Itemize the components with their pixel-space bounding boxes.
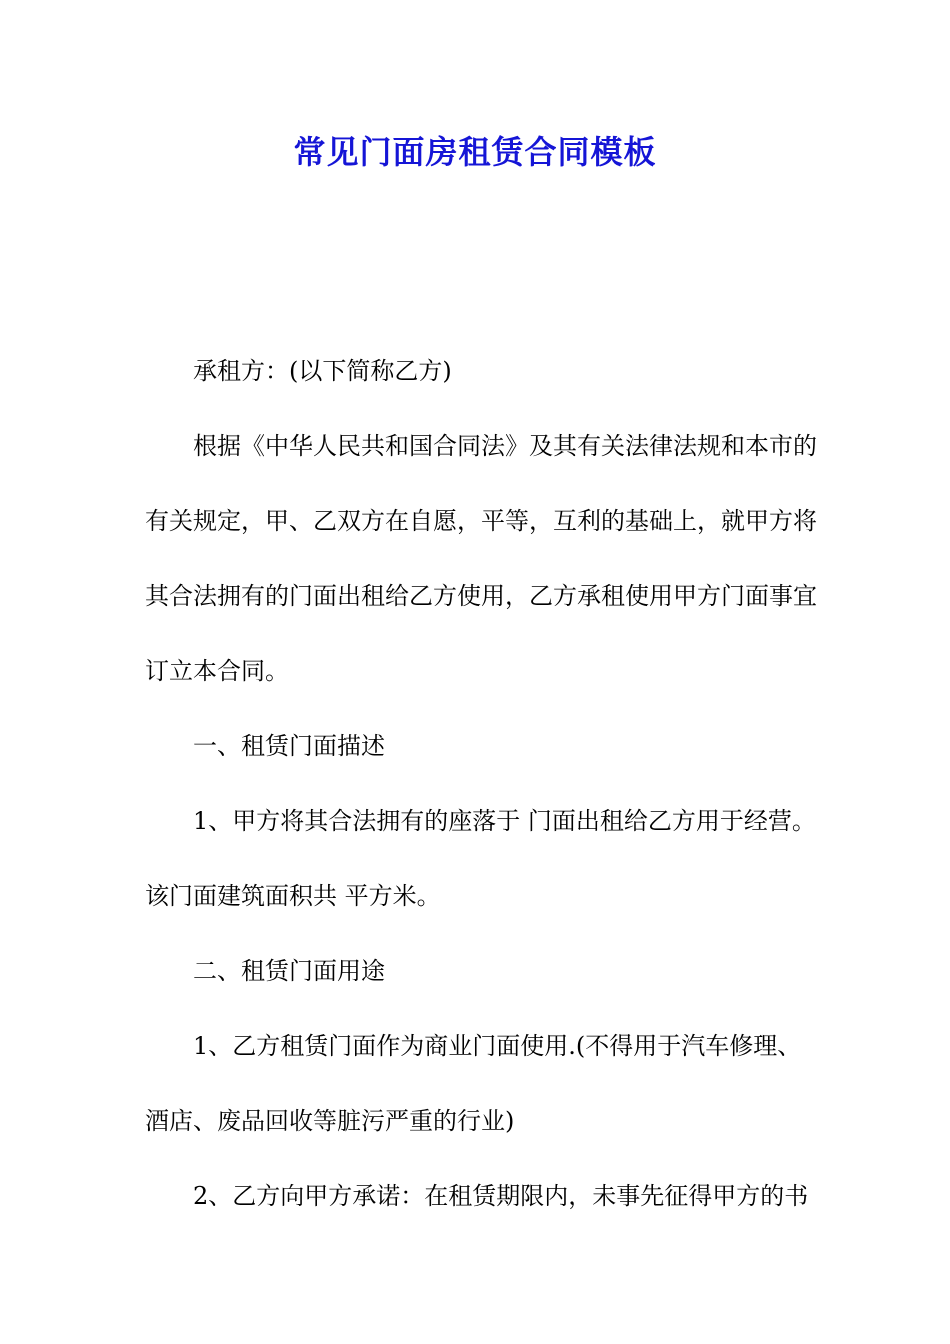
- paragraph-lessee: 承租方：(以下简称乙方): [193, 357, 452, 385]
- paragraph-usage-1: 1、乙方租赁门面作为商业门面使用.(不得用于汽车修理、酒店、废品回收等脏污严重的行业): [145, 1032, 802, 1135]
- section-heading-description: 一、租赁门面描述: [193, 732, 385, 760]
- paragraph-location: 1、甲方将其合法拥有的座落于 门面出租给乙方用于经营。该门面建筑面积共 平方米。: [145, 807, 816, 910]
- document-title: 常见门面房租赁合同模板: [293, 133, 657, 171]
- paragraph-preamble: 根据《中华人民共和国合同法》及其有关法律法规和本市的有关规定，甲、乙双方在自愿，平等，互利的基础上，就甲方将其合法拥有的门面出租给乙方使用，乙方承租使用甲方门面事宜订立本合同。: [145, 432, 817, 685]
- paragraph-usage-2: 2、乙方向甲方承诺：在租赁期限内，未事先征得甲方的书: [193, 1182, 809, 1210]
- document-body: [145, 334, 825, 1234]
- section-heading-usage: 二、租赁门面用途: [193, 957, 385, 985]
